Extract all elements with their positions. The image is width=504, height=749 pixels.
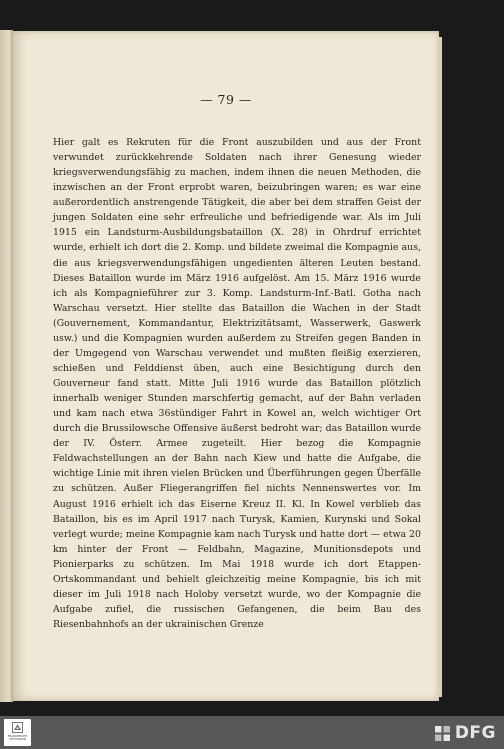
page-number: — 79 — (200, 92, 252, 107)
library-logo[interactable] (4, 719, 31, 746)
footer-bar (0, 716, 504, 749)
library-seal-icon (12, 722, 23, 733)
page-right-edge (439, 37, 442, 697)
book-page (13, 31, 439, 701)
dfg-mark-icon (434, 725, 451, 742)
dfg-logo-text: DFG (454, 723, 496, 743)
page-body-text: Hier galt es Rekruten für die Front auszubilden und aus der Front verwundet zurückkehrende Soldaten nach ihrer Genesung wieder kriegsverwendungsfähig zu machen, indem ihnen die neuen Methoden, die inzwischen an der Front erprobt waren, beizubringen waren; es war eine außerordentlich anstrengende Tätigkeit, die aber bei dem straffen Geist der jungen Soldaten eine sehr erfreuliche und befriedigende war. Als im Juli 1915 ein Landsturm-Ausbildungsbataillon (X. 28) in Ohrdruf errichtet wurde, erhielt ich dort die 2. Komp. und bildete zweimal die Kompagnie aus, die aus kriegsverwendungsfähigen ungedienten älteren Leuten bestand. Dieses Bataillon wurde im März 1916 aufgelöst. Am 15. März 1916 wurde ich als Kompagnieführer zur 3. Komp. Landsturm-Inf.-Batl. Gotha nach Warschau versetzt. Hier stellte das Bataillon die Wachen in der Stadt (Gouvernement, Kommandantur, Elektrizitätsamt, Wasserwerk, Gaswerk usw.) und die Kompagnien wurden außerdem zu Streifen gegen Banden in der Umgegend von Warschau verwendet und mußten fleißig exerzieren, schießen und Felddienst üben, auch eine Besichtigung durch den Gouverneur fand statt. Mitte Juli 1916 wurde das Bataillon plötzlich innerhalb weniger Stunden marschfertig gemacht, auf der Bahn verladen und kam nach etwa 36stündiger Fahrt in Kowel an, welch wichtiger Ort durch die Brussilowsche Offensive äußerst bedroht war; das Bataillon wurde der IV. Österr. Armee zugeteilt. Hier bezog die Kompagnie Feldwachstellungen an der Bahn nach Kiew und hatte die Aufgabe, die wichtige Linie mit ihren vielen Brücken und Überführungen gegen Überfälle zu schützen. Außer Fliegerangriffen fiel nichts Nennenswertes vor. Im August 1916 erhielt ich das Eiserne Kreuz II. Kl. In Kowel verblieb das Bataillon, bis es im April 1917 nach Turysk, Kamien, Kurynski und Sokal verlegt wurde; meine Kompagnie kam nach Turysk und hatte dort — etwa 20 km hinter der Front — Feldbahn, Magazine, Munitionsdepots und Pionierparks zu schützen. Im Mai 1918 wurde ich dort Etappen-Ortskommandant und behielt gleichzeitig meine Kompagnie, bis ich mit dieser im Juli 1918 nach Holoby versetzt wurde, wo der Kompagnie die Aufgabe zufiel, die russischen Gefangenen, die beim Bau des Riesenbahnhofs an der ukrainischen Grenze (53, 137, 421, 630)
library-logo-text: FRANCKESCHE STIFTUNGEN (7, 735, 28, 741)
left-page-edge (0, 30, 13, 702)
dfg-logo[interactable] (434, 722, 496, 744)
